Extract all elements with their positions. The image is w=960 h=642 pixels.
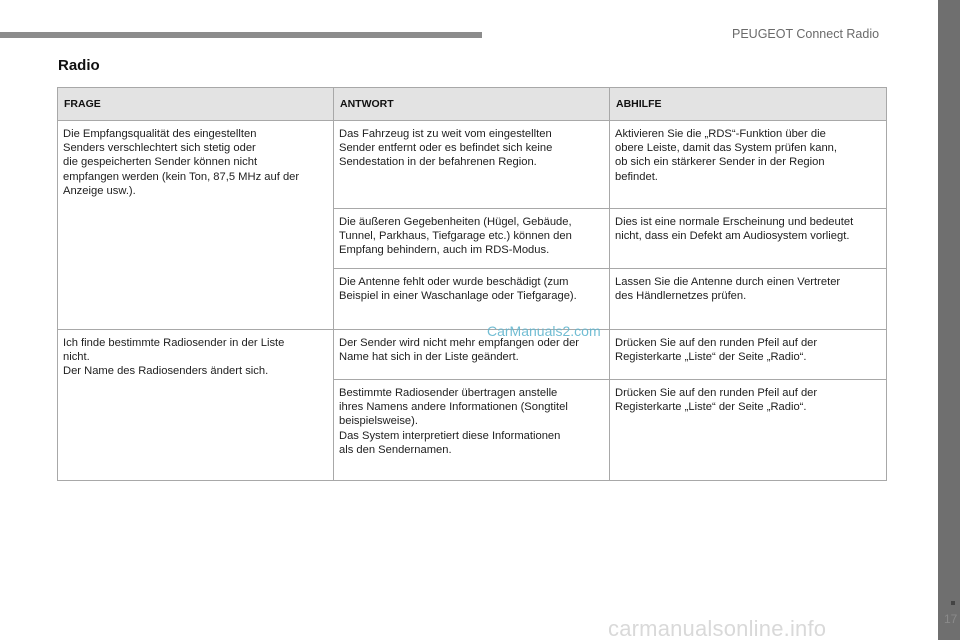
header-rule xyxy=(0,32,482,38)
abhilfe-cell xyxy=(610,121,887,209)
table-row xyxy=(58,330,887,380)
frage-cell xyxy=(58,330,334,481)
antwort-text: Der Sender wird nicht mehr empfangen oder der Name hat sich in der Liste geändert. xyxy=(339,337,580,364)
antwort-cell xyxy=(334,269,610,330)
column-header-abhilfe: ABHILFE xyxy=(610,88,887,121)
abhilfe-cell xyxy=(610,330,887,380)
page-number: 17 xyxy=(944,612,958,626)
footer-watermark[interactable]: carmanualsonline.info xyxy=(608,616,827,641)
side-tab-bar xyxy=(938,0,960,640)
side-bullet xyxy=(951,601,955,605)
abhilfe-text: Drücken Sie auf den runden Pfeil auf der Registerkarte „Liste“ der Seite „Radio“. xyxy=(615,387,818,414)
faq-table xyxy=(57,87,887,481)
table-header-row xyxy=(58,88,887,121)
watermark-link[interactable]: CarManuals2.com xyxy=(487,323,601,339)
section-title: Radio xyxy=(58,57,100,74)
antwort-text: Bestimmte Radiosender übertragen anstelle ihres Namens andere Informationen (Songtitel beispielsweise). Das System interpretiert diese Informationen als den Sendernamen. xyxy=(339,387,568,456)
table-row xyxy=(58,121,887,209)
column-header-antwort: ANTWORT xyxy=(334,88,610,121)
frage-text: Die Empfangsqualität des eingestellten Senders verschlechtert sich stetig oder die gespeicherten Sender können nicht empfangen werden (kein Ton, 87,5 MHz auf der Anzeige usw.). xyxy=(63,128,300,197)
abhilfe-text: Aktivieren Sie die „RDS“-Funktion über die obere Leiste, damit das System prüfen kann, ob sich ein stärkerer Sender in der Region befindet. xyxy=(615,128,838,183)
abhilfe-text: Dies ist eine normale Erscheinung und bedeutet nicht, dass ein Defekt am Audiosystem vorliegt. xyxy=(615,216,854,243)
abhilfe-cell xyxy=(610,209,887,269)
antwort-cell xyxy=(334,380,610,481)
abhilfe-text: Lassen Sie die Antenne durch einen Vertreter des Händlernetzes prüfen. xyxy=(615,276,841,303)
antwort-text: Die Antenne fehlt oder wurde beschädigt (zum Beispiel in einer Waschanlage oder Tiefgarage). xyxy=(339,276,577,303)
abhilfe-cell xyxy=(610,380,887,481)
document-header-title: PEUGEOT Connect Radio xyxy=(732,27,880,41)
column-header-frage: FRAGE xyxy=(58,88,334,121)
antwort-text: Die äußeren Gegebenheiten (Hügel, Gebäude, Tunnel, Parkhaus, Tiefgarage etc.) können den Empfang behindern, auch im RDS-Modus. xyxy=(339,216,572,257)
frage-text: Ich finde bestimmte Radiosender in der Liste nicht. Der Name des Radiosenders ändert sich. xyxy=(63,337,285,378)
frage-cell xyxy=(58,121,334,330)
antwort-text: Das Fahrzeug ist zu weit vom eingestellten Sender entfernt oder es befindet sich keine Sendestation in der befahrenen Region. xyxy=(339,128,553,169)
antwort-cell xyxy=(334,209,610,269)
antwort-cell xyxy=(334,121,610,209)
abhilfe-cell xyxy=(610,269,887,330)
abhilfe-text: Drücken Sie auf den runden Pfeil auf der Registerkarte „Liste“ der Seite „Radio“. xyxy=(615,337,818,364)
